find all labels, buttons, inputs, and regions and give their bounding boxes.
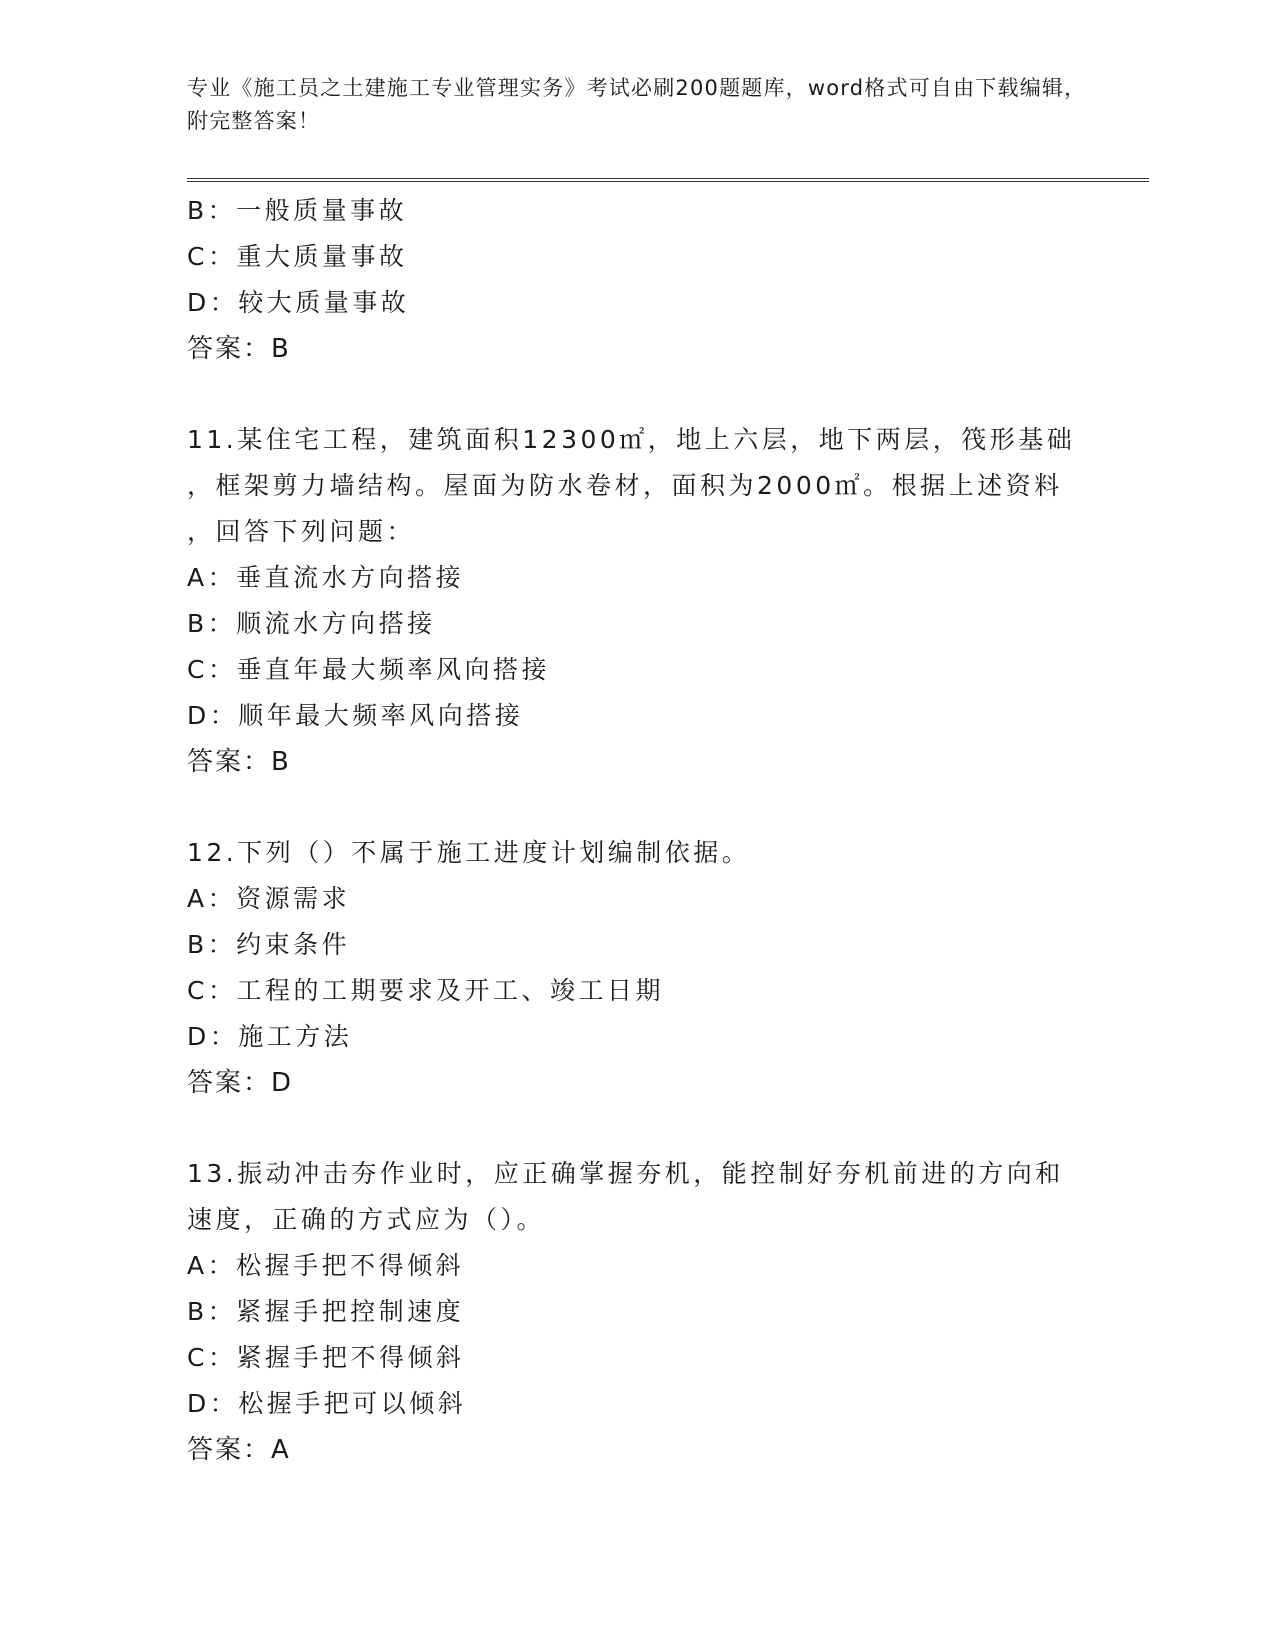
question-text-line: ，回答下列问题： [187, 517, 416, 546]
option-a: A：垂直流水方向搭接 [187, 563, 465, 592]
option-d: D：施工方法 [187, 1022, 353, 1051]
question-10-continued [187, 188, 1087, 372]
question-12 [187, 830, 1087, 1106]
header-divider [187, 178, 1149, 182]
answer: 答案：B [187, 747, 291, 777]
question-13 [187, 1151, 1087, 1473]
option-b: B：紧握手把控制速度 [187, 1297, 465, 1326]
page-header: 专业《施工员之土建施工专业管理实务》考试必刷200题题库，word格式可自由下载编辑，附完整答案！ [187, 76, 1087, 133]
question-text-line: 13.振动冲击夯作业时，应正确掌握夯机，能控制好夯机前进的方向和 [187, 1159, 1064, 1188]
option-d: D：较大质量事故 [187, 288, 410, 317]
question-list [187, 188, 1087, 1473]
option-c: C：垂直年最大频率风向搭接 [187, 655, 550, 684]
option-b: B：约束条件 [187, 930, 351, 959]
question-text-line: 速度，正确的方式应为（）。 [187, 1205, 546, 1234]
option-d: D：顺年最大频率风向搭接 [187, 701, 524, 730]
question-text-line: 11.某住宅工程，建筑面积12300㎡，地上六层，地下两层，筏形基础 [187, 425, 1076, 454]
question-text-line: 12.下列（）不属于施工进度计划编制依据。 [187, 838, 751, 867]
option-c: C：工程的工期要求及开工、竣工日期 [187, 976, 664, 1005]
option-a: A：松握手把不得倾斜 [187, 1251, 465, 1280]
question-11 [187, 417, 1087, 785]
answer: 答案：A [187, 1435, 291, 1465]
option-a: A：资源需求 [187, 884, 351, 913]
option-b: B：顺流水方向搭接 [187, 609, 436, 638]
option-d: D：松握手把可以倾斜 [187, 1389, 467, 1418]
option-b: B：一般质量事故 [187, 196, 408, 225]
option-c: C：重大质量事故 [187, 242, 408, 271]
answer: 答案：B [187, 334, 291, 364]
option-c: C：紧握手把不得倾斜 [187, 1343, 465, 1372]
question-text-line: ，框架剪力墙结构。屋面为防水卷材，面积为2000㎡。根据上述资料 [187, 471, 1063, 500]
answer: 答案：D [187, 1068, 294, 1098]
